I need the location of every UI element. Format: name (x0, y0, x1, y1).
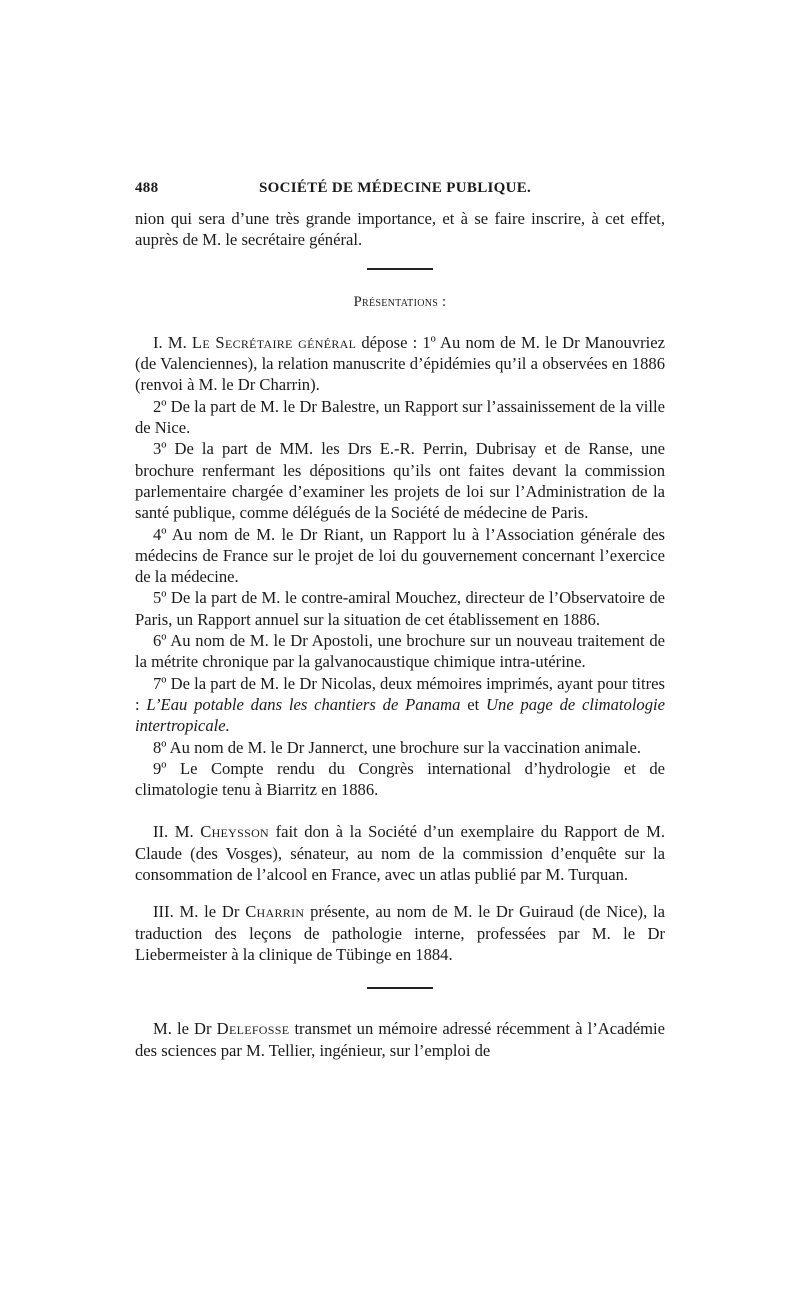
page-number: 488 (135, 180, 159, 196)
item-i-7-start: 7º De la part de M. le Dr Nicolas, deux mémoires imprimés, ayant pour titres : (135, 673, 665, 714)
item-i-7-mid: et (460, 694, 487, 714)
item-ii-name: Cheysson (200, 822, 270, 842)
section-divider (367, 268, 433, 270)
page (135, 178, 665, 1061)
item-i-name: Le Secrétaire général (191, 332, 357, 352)
item-i-7-title-2: Une page de climatologie intertropicale. (135, 694, 665, 736)
spacer (135, 885, 665, 901)
item-i-8: 8º Au nom de M. le Dr Jannerct, une brochure sur la vaccination animale. (153, 737, 642, 757)
item-i-5: 5º De la part de M. le contre-amiral Mouchez, directeur de l’Observatoire de Paris, un Rapport annuel sur la situation de cet établissement en 1886. (135, 588, 665, 629)
item-i-9: 9º Le Compte rendu du Congrès international d’hydrologie et de climatologie tenu à Biarritz en 1886. (135, 758, 665, 800)
running-header (135, 178, 665, 204)
item-iii (135, 901, 665, 965)
item-i-prefix: I. M. (153, 332, 192, 352)
item-i (135, 332, 665, 396)
item-iii-text: présente, au nom de M. le Dr Guiraud (de Nice), la traduction des leçons de pathologie interne, professées par M. le Dr Liebermeister à la clinique de Tübinge en 1884. (135, 902, 665, 964)
item-iii-prefix: III. M. le Dr (153, 902, 246, 922)
item-iii-name: Charrin (245, 902, 305, 922)
item-i-3: 3º De la part de MM. les Drs E.-R. Perrin, Dubrisay et de Ranse, une brochure renfermant les dépositions qu’ils ont faites devant la commission parlementaire chargée d’examiner les projets de loi sur l’Administration de la santé publique, comme délégués de la Société de médecine de Paris. (135, 439, 665, 523)
closing-paragraph (135, 1018, 665, 1061)
item-i-7-title-1: L’Eau potable dans les chantiers de Panama (146, 694, 461, 714)
closing-prefix: M. le Dr (153, 1019, 217, 1039)
item-i-6: 6º Au nom de M. le Dr Apostoli, une brochure sur un nouveau traitement de la métrite chronique par la galvanocaustique chimique intra-utérine. (135, 631, 665, 672)
closing-text: transmet un mémoire adressé récemment à l’Académie des sciences par M. Tellier, ingénieur, sur l’emploi de (135, 1019, 665, 1060)
closing-name: Delefosse (216, 1019, 290, 1039)
item-ii (135, 821, 665, 885)
closing-divider (367, 987, 433, 989)
running-title: SOCIÉTÉ DE MÉDECINE PUBLIQUE. (259, 180, 532, 196)
item-i-4: 4º Au nom de M. le Dr Riant, un Rapport lu à l’Association générale des médecins de France sur le projet de loi du gouvernement concernant l’exercice de la médecine. (135, 524, 665, 587)
intro-paragraph: nion qui sera d’une très grande importance, et à se faire inscrire, à cet effet, auprès de M. le secrétaire général. (135, 209, 665, 250)
item-i-text: dépose : 1º Au nom de M. le Dr Manouvriez (de Valenciennes), la relation manuscrite d’épidémies qu’il a observées en 1886 (renvoi à M. le Dr Charrin). (135, 332, 665, 395)
item-ii-text: fait don à la Société d’un exemplaire du Rapport de M. Claude (des Vosges), sénateur, au nom de la commission d’enquête sur la consommation de l’alcool en France, avec un atlas publié par M. Turquan. (135, 822, 665, 885)
spacer (135, 800, 665, 821)
section-title: Présentations : (353, 293, 447, 310)
item-ii-prefix: II. M. (153, 822, 201, 842)
item-i-7 (135, 673, 665, 737)
item-i-2: 2º De la part de M. le Dr Balestre, un Rapport sur l’assainissement de la ville de Nice. (135, 396, 665, 438)
